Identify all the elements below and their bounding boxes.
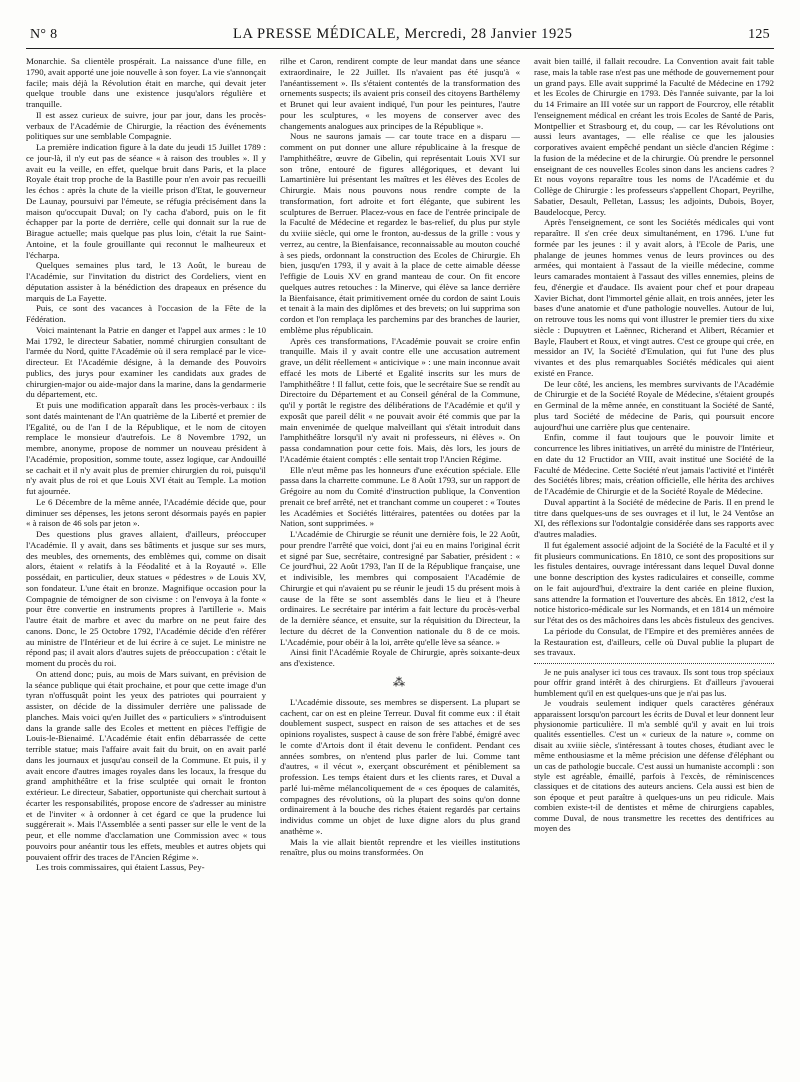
paragraph: Je voudrais seulement indiquer quels caractères généraux apparaissent lorsqu'on parcourt les écrits de Duval et leur donnent leur physionomie particulière. Il m'a semblé qu'il y avait en lui trois qualités essentielles. C'est un « curieux de la nature », comme on disait au xviiie siècle, s'intéressant à toutes choses, étudiant avec le même enthousiasme et la même précision une défense d'éléphant ou un cas de pathologie buccale. C'est aussi un humaniste accompli : son style est agréable, émaillé, parfois à l'excès, de réminiscences classiques et de citations des auteurs anciens. Cela aussi est bien de son époque et peut paraître à quelques-uns un peu ridicule. Mais combien existe-t-il de dentistes et même de chirurgiens capables, comme Duval, de nous transmettre les recettes des dentifrices au moyen des (534, 698, 774, 834)
paragraph: Je ne puis analyser ici tous ces travaux. Ils sont tous trop spéciaux pour offrir grand intérêt à des chirurgiens. Et d'ailleurs j'avouerai humblement qu'il en est quelques-uns que je n'ai pas lus. (534, 667, 774, 698)
paragraph: Monarchie. Sa clientèle prospérait. La naissance d'une fille, en 1790, avait apporté une joie nouvelle à son foyer. La vie s'annonçait facile; mais déjà la Révolution était en marche, qui devait jeter quelque trouble dans une existence jusqu'alors régulière et tranquille. (26, 56, 266, 109)
issue-number: N° 8 (30, 27, 58, 42)
paragraph: On attend donc; puis, au mois de Mars suivant, en prévision de la séance publique qui était prochaine, et pour que cette image d'un tyran n'offusquât point les yeux des patriotes qui pourraient y assister, on décide de la dissimuler derrière une palissade de planches. Mais voici qu'en Juillet des « particuliers » s'introduisent dans la grande salle des Ecoles et mettent en pièces l'effigie de Louis-le-Bienaimé. L'Académie était enfin débarrassée de cette terrible statue; mais l'affaire avait fait du bruit, on en avait parlé dans les journaux et jusqu'au conseil de la Commune. Et puis, il y avait encore d'autres images royales dans les locaux, la fresque du grand amphithéâtre et la frise sculptée qui ornait le fronton extérieur. Le directeur, Sabatier, opportuniste qui cherchait surtout à écarter les responsabilités, propose encore de s'adresser au ministre et de l'inviter « à ordonner à cet égard ce que la prudence lui suggérerait ». Mais l'Assemblée a senti passer sur elle le vent de la peur, et elle nomme d'acclamation une Commission avec « tous pouvoirs pour anéantir tous les effets, meubles et autres objets qui pouvaient offrir des traces de l'Ancien Régime ». (26, 668, 266, 862)
paragraph: La période du Consulat, de l'Empire et des premières années de la Restauration est, d'ailleurs, celle où Duval publie la plupart de ses travaux. (534, 625, 774, 658)
paragraph: Des questions plus graves allaient, d'ailleurs, préoccuper l'Académie. Il y avait, dans ses bâtiments et jusque sur ses murs, des meubles, des ornements, des emblèmes qui, comme on disait alors, étaient « relatifs à la Féodalité et à la Royauté ». Elle possédait, en particulier, deux statues « pédestres » de Louis XV, son fondateur. L'une était en bronze. Magnifique occasion pour la Compagnie de témoigner de son civisme : on l'envoya à la fonte « pour être convertie en instruments propres à l'artillerie ». Mais l'autre était de marbre et avec du marbre on ne peut faire des canons. Donc, le 25 Octobre 1792, l'Académie décide d'en référer au ministre de l'Intérieur et de lui écrire à ce sujet. Le ministre ne répond pas; il avait alors d'autres sujets de préoccupation : c'était le moment du procès du roi. (26, 529, 266, 668)
paragraph: Elle n'eut même pas les honneurs d'une exécution spéciale. Elle passa dans la charrette commune. Le 8 Août 1793, sur un rapport de Grégoire au nom du Comité d'instruction publique, la Convention prenait ce bref arrêté, net et tranchant comme un couperet : « Toutes les Académies et Sociétés littéraires, patentées ou dotées par la Nation, sont supprimées. » (280, 464, 520, 529)
column-1 (26, 56, 266, 1068)
column-3 (534, 56, 774, 1068)
paragraph: Après l'enseignement, ce sont les Sociétés médicales qui vont reparaître. Il s'en crée deux simultanément, en 1796. L'une fut formée par les jeunes : il y avait alors, à l'Ecole de Paris, une phalange de jeunes hommes venus de leurs provinces ou des armées, qui montaient à l'assaut de la vieille médecine, comme leurs camarades montaient à l'assaut des villes ennemies, pleins de feu, d'énergie et d'audace. Ils avaient pour chef et pour drapeau Xavier Bichat, dont l'immortel génie allait, en trois années, jeter les bases d'une anatomie et d'une pathologie nouvelles. Autour de lui, on retrouve tous les noms qui vont illustrer le premier tiers du xixe siècle : Dupuytren et Laënnec, Richerand et Alibert, Récamier et Bayle, Flaubert et Roux, et vingt autres. C'est ce groupe qui crée, en messidor an IV, la Société d'Emulation, qui fut l'une des plus vivantes et des plus remarquables Sociétés médicales qui aient existé en France. (534, 217, 774, 378)
paragraph: Duval appartint à la Société de médecine de Paris. Il en prend le titre dans quelques-uns de ses ouvrages et il lut, le 24 Ventôse an XI, des réflexions sur l'odontalgie considérée dans ses rapports avec d'autres maladies. (534, 496, 774, 539)
paragraph: Il est assez curieux de suivre, jour par jour, dans les procès-verbaux de l'Académie de Chirurgie, la réaction des événements politiques sur une semblable Compagnie. (26, 109, 266, 142)
paragraph: rilhe et Caron, rendirent compte de leur mandat dans une séance extraordinaire, le 22 Juillet. Ils n'avaient pas été jusqu'à « l'anéantissement ». Ils s'étaient contentés de la transformation des ornements suspects; ils avaient pris conseil des citoyens Barthélemy et Brunet qui leur avaient indiqué, l'un pour les peintures, l'autre pour les sculptures, « les moyens de conserver avec des changements analogues aux principes de la République ». (280, 56, 520, 131)
paragraph: Puis, ce sont des vacances à l'occasion de la Fête de la Fédération. (26, 303, 266, 324)
small-print-section (534, 667, 774, 834)
paragraph: Les trois commissaires, qui étaient Lassus, Pey- (36, 862, 205, 873)
paragraph: La première indication figure à la date du jeudi 15 Juillet 1789 : ce jour-là, il n'y eut pas de séance « à raison des troubles ». Il y avait eu la veille, en effet, quelque bruit dans Paris, et la place Royale était trop proche de la Bastille pour n'en avoir pas recueilli les échos : après la chute de la vieille prison d'Etat, le gouverneur De Launay, poursuivi par l'émeute, se réfugia précisément dans la maison qu'occupait Duval; on l'y cacha d'abord, puis on le fit échapper par la porte de derrière, celle qui donnait sur la rue de Birague actuelle; mais quelque pas plus loin, c'était la rue Saint-Antoine, et la foule grouillante qui reconnut le malheureux et l'écharpa. (26, 142, 266, 260)
article-columns (26, 56, 774, 1068)
section-separator: ⁂ (393, 674, 407, 689)
paragraph: Mais la vie allait bientôt reprendre et les vieilles institutions renaître, plus ou moins transformées. On (280, 836, 520, 858)
paragraph: Voici maintenant la Patrie en danger et l'appel aux armes : le 10 Mai 1792, le directeur Sabatier, nommé chirurgien consultant de l'armée du Nord, quitte l'Académie où il sera remplacé par le vice-directeur. Et l'Académie désigne, à la demande des Pouvoirs publics, des jurys pour examiner les candidats aux grades de chirurgien-major ou aide-major dans la marine, dans la gendarmerie du département, etc. (26, 324, 266, 400)
paragraph: Enfin, comme il faut toujours que le pouvoir limite et concurrence les libres initiatives, un arrêté du ministre de l'Intérieur, en date du 12 Fructidor an VIII, avait institué une Société de la Faculté de Médecine. Cette Société n'eut jamais l'activité et l'intérêt des Sociétés libres; mais, création officielle, elle hérita des archives de l'Académie de Chirurgie et de la Société Royale de Médecine. (534, 432, 774, 496)
paragraph: Après ces transformations, l'Académie pouvait se croire enfin tranquille. Mais il y avait contre elle une accusation autrement grave, un délit réellement « anticivique » : une main inconnue avait effacé les mots de Liberté et Egalité inscrits sur les murs de l'amphithéâtre ! Il fallut, cette fois, que le secrétaire Sue se rendît au Directoire du Département et au Conseil général de la Commune, qu'il y portât le registre des délibérations de l'Académie et qu'il y exposât que pareil délit « ne pouvait avoir été commis que par la main envenimée de quelque malveillant qui s'était introduit dans l'amphithéâtre lorsqu'il n'y avait ni professeurs, ni élèves ». On passa condamnation pour cette fois. Mais, dès lors, les jours de l'Académie étaient comptés : elle sentait trop l'Ancien Régime. (280, 335, 520, 464)
paragraph: Le 6 Décembre de la même année, l'Académie décide que, pour diminuer ses dépenses, les jetons seront désormais payés en papier « à raison de 46 sols par jeton ». (26, 496, 266, 529)
masthead-title: LA PRESSE MÉDICALE, Mercredi, 28 Janvier 1925 (232, 26, 573, 42)
page-number: 125 (748, 27, 770, 42)
column-2 (280, 56, 520, 1068)
paragraph: Il fut également associé adjoint de la Société de la Faculté et il y fit plusieurs communications. En 1810, ce sont des propositions sur les fistules dentaires, ouvrage intéressant dans lequel Duval donne une bonne description des kystes radiculaires et conseille, comme on le fait aujourd'hui, d'extraire la dent cariée en pleine fluxion, sans attendre la formation et l'ouverture des abcès. En 1812, c'est la notice historico-médicale sur les Normands, et en 1814 un mémoire sur l'état des os des mâchoires dans les abcès fistuleux des gencives. (534, 539, 774, 625)
paragraph: avait bien taillé, il fallait recoudre. La Convention avait fait table rase, mais la table rase n'est pas une méthode de gouvernement pour un grand pays. Elle avait supprimé la Faculté de Médecine en 1792 et les Ecoles de Chirurgie en 1793. Dès l'année suivante, par la loi du 14 Frimaire an III votée sur un rapport de Fourcroy, elle rétablit l'enseignement médical en créant les trois Ecoles de Santé de Paris, Montpellier et Strasbourg et, du coup, — car les Révolutions ont aussi leurs avantages, — elle réalise ce que les jalousies corporatives avaient empêché pendant un siècle d'ancien Régime : la fusion de la médecine et de la chirurgie. Où prendre le personnel enseignant de ces nouvelles Ecoles sinon dans les anciens cadres ? Et nous voyons reparaître tous les noms de l'Académie et du Collège de Chirurgie : les professeurs s'appellent Chopart, Peyrilhe, Sabatier, Desault, Pelletan, Lassus; les adjoints, Dubois, Boyer, Baudelocque, Percy. (534, 56, 774, 217)
paragraph: Nous ne saurons jamais — car toute trace en a disparu — comment on put donner une allure républicaine à la fresque de l'amphithéâtre, œuvre de Gibelin, qui représentait Louis XVI sur son trône, entouré de figures allégoriques, et devant lui Lamartinière lui présentant les maîtres et les élèves des Ecoles de Chirurgie. Mais nous pouvons nous rendre compte de la transformation, fort adroite et fort élégante, que subirent les sculptures de Berruer. Placez-vous en face de l'entrée principale de la Faculté de Médecine et regardez le bas-relief, du plus pur style du xviiie siècle, qui orne le fronton, au-dessus de la grille : vous y verrez, au centre, la Bienfaisance, reconnaissable au mouton couché à ses pieds, ordonnant la construction des Ecoles de Chirurgie. Eh bien, jusqu'en 1793, il y avait à la place de cette aimable déesse l'effigie de Louis XV en grand manteau de cour. On fit encore quelques autres retouches : la Minerve, qui élève sa lance derrière la Bienfaisance, était primitivement ornée du cordon de saint Louis et tenait à la main des diplômes et des brevets; on lui supprima son cordon et l'on remplaça les parchemins par des branches de laurier, emblème plus républicain. (280, 131, 520, 335)
paragraph: Ainsi finit l'Académie Royale de Chirurgie, après soixante-deux ans d'existence. (280, 647, 520, 668)
dotted-divider (534, 663, 774, 664)
paragraph: Et puis une modification apparaît dans les procès-verbaux : ils sont datés maintenant de l'An quatrième de la Liberté et premier de l'Egalité, ou de l'an I de la République, et le nom de citoyen remplace le monsieur d'autrefois. Le 8 Novembre 1792, un membre, anonyme, propose de nommer un nouveau président à l'Académie, proposition, somme toute, assez logique, car Andouillé se cachait et il n'y avait plus de premier chirurgien du roi, puisqu'il n'y avait plus de roi et que Louis XVI était au Temple. La motion fut ajournée. (26, 400, 266, 496)
paragraph: De leur côté, les anciens, les membres survivants de l'Académie de Chirurgie et de la Société Royale de Médecine, s'étaient groupés en Germinal de la même année, en constituant la Société de Santé, plus tard Société de médecine de Paris, qui poursuit encore aujourd'hui une carrière plus que centenaire. (534, 378, 774, 432)
paragraph: L'Académie dissoute, ses membres se dispersent. La plupart se cachent, car on est en pleine Terreur. Duval fit comme eux : il était doublement suspect, suspect en raison de ses attaches et de ses opinions royalistes, suspect à cause de son frère l'abbé, émigré avec le comte d'Artois dont il était devenu le confident. Pendant ces années sombres, on n'entend plus parler de lui. Comme tant d'autres, « il vécut », exerçant obscurément et péniblement sa profession. Les temps étaient durs et les clients rares, et Duval a parlé lui-même mélancoliquement de « ces époques de calamités, compagnes des révolutions, où la plupart des soins qu'on donne ordinairement à la bouche des riches étaient regardés par certains individus comme un objet de luxe digne alors du plus grand anathème ». (280, 696, 520, 836)
page-header (26, 26, 774, 49)
paragraph: Quelques semaines plus tard, le 13 Août, le bureau de l'Académie, sur l'invitation du district des Cordeliers, vient en députation assister à la bénédiction des drapeaux en présence du marquis de La Fayette. (26, 260, 266, 303)
paragraph: L'Académie de Chirurgie se réunit une dernière fois, le 22 Août, pour prendre l'arrêté que voici, dont j'ai eu en mains l'original écrit et signé par Sue, secrétaire, contresigné par Sabatier, président : « Ce jourd'hui, 22 Août 1793, l'an II de la République française, une et indivisible, les membres qui composaient l'Académie de Chirurgie et qui n'avaient pu se réunir le jeudi 15 du présent mois à cause de la fête se sont assemblés dans le lieu et à l'heure ordinaires. Le secrétaire par intérim a fait lecture du procès-verbal de la dernière séance, et ensuite, sur la réquisition du Directeur, la lecture du décret de la Convention nationale du 8 de ce mois. L'Académie, pour obéir à la loi, arrête qu'elle lève sa séance. » (280, 529, 520, 647)
